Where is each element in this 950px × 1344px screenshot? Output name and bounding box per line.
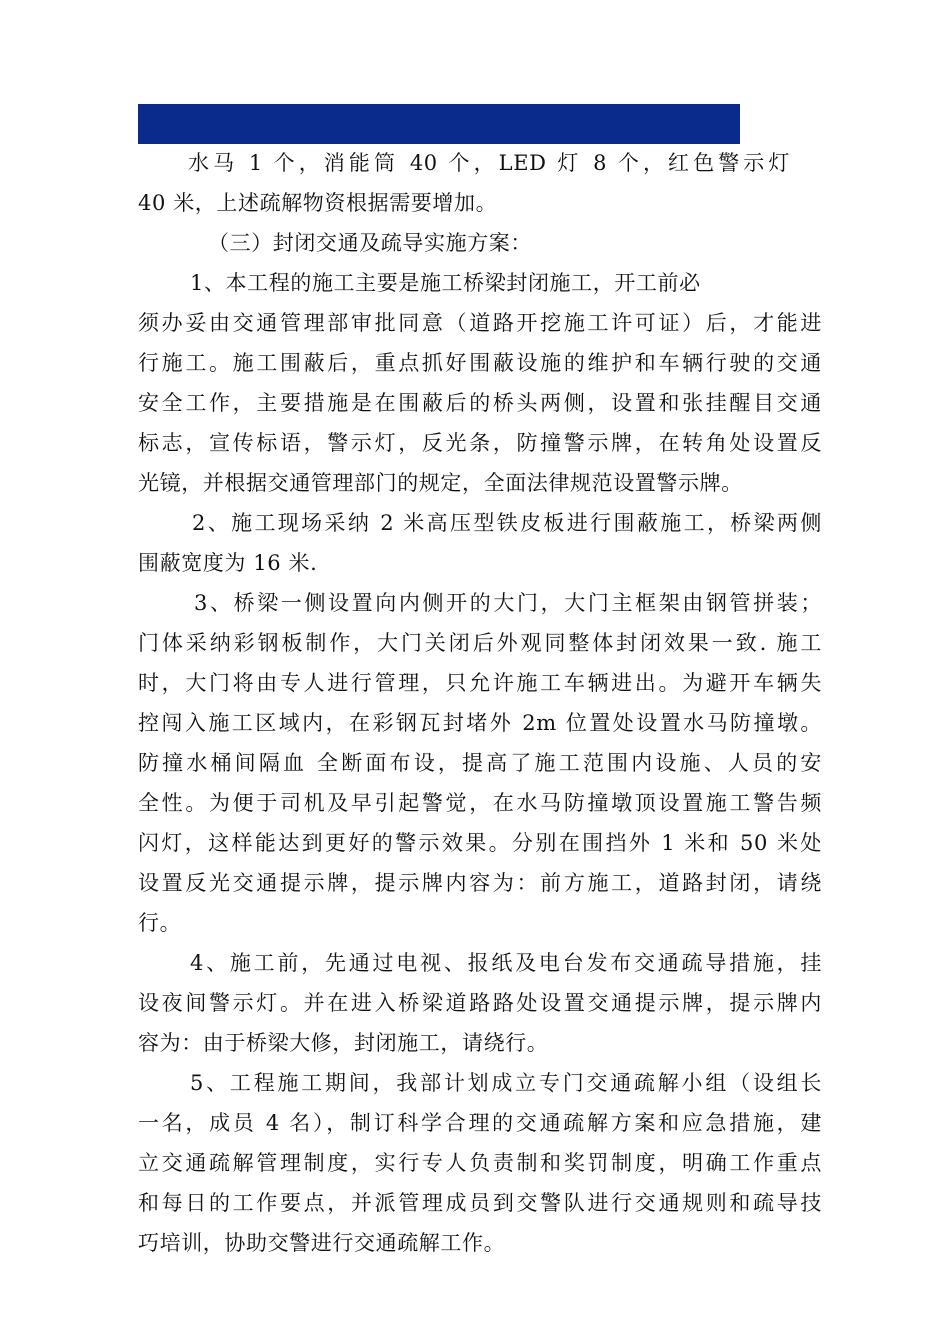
text-line: 光镜，并根据交通管理部门的规定，全面法律规范设置警示牌。 bbox=[138, 471, 743, 495]
text-line: 围蔽宽度为 16 米. bbox=[138, 551, 318, 575]
text-line: 1、本工程的施工主要是施工桥梁封闭施工，开工前必 bbox=[190, 271, 701, 295]
text-line: 一名，成员 4 名），制订科学合理的交通疏解方案和应急措施，建 bbox=[138, 1111, 822, 1135]
text-line: 时，大门将由专人进行管理，只允许施工车辆进出。为避开车辆失 bbox=[138, 671, 822, 695]
text-line: 和每日的工作要点，并派管理成员到交警队进行交通规则和疏导技 bbox=[138, 1191, 822, 1215]
text-line: 须办妥由交通管理部审批同意（道路开挖施工许可证）后，才能进 bbox=[138, 311, 822, 335]
document-body bbox=[138, 143, 822, 1263]
text-line: 容为：由于桥梁大修，封闭施工，请绕行。 bbox=[138, 1031, 549, 1055]
text-line: 40 米，上述疏解物资根据需要增加。 bbox=[138, 191, 498, 215]
text-line: 行施工。施工围蔽后，重点抓好围蔽设施的维护和车辆行驶的交通 bbox=[138, 351, 822, 375]
header-banner bbox=[138, 104, 740, 144]
text-line: 5、工程施工期间，我部计划成立专门交通疏解小组（设组长 bbox=[190, 1071, 822, 1095]
text-line: 闪灯，这样能达到更好的警示效果。分别在围挡外 1 米和 50 米处 bbox=[138, 831, 822, 855]
section-heading: （三）封闭交通及疏导实施方案： bbox=[208, 231, 532, 255]
text-line: 门体采纳彩钢板制作，大门关闭后外观同整体封闭效果一致. 施工 bbox=[138, 631, 822, 655]
text-line: 2、施工现场采纳 2 米高压型铁皮板进行围蔽施工，桥梁两侧 bbox=[192, 511, 822, 535]
text-line: 控闯入施工区域内，在彩钢瓦封堵外 2m 位置处设置水马防撞墩。 bbox=[138, 711, 822, 735]
text-line: 立交通疏解管理制度，实行专人负责制和奖罚制度，明确工作重点 bbox=[138, 1151, 822, 1175]
text-line: 设夜间警示灯。并在进入桥梁道路路处设置交通提示牌，提示牌内 bbox=[138, 991, 822, 1015]
text-line: 标志，宣传标语，警示灯，反光条，防撞警示牌，在转角处设置反 bbox=[138, 431, 822, 455]
text-line: 防撞水桶间隔血 全断面布设，提高了施工范围内设施、人员的安 bbox=[138, 751, 822, 775]
text-line: 行。 bbox=[138, 911, 182, 935]
text-line: 水马 1 个，消能筒 40 个，LED 灯 8 个，红色警示灯 bbox=[188, 151, 790, 175]
text-line: 全性。为便于司机及早引起警觉，在水马防撞墩顶设置施工警告频 bbox=[138, 791, 822, 815]
text-line: 3、桥梁一侧设置向内侧开的大门，大门主框架由钢管拼装； bbox=[194, 591, 822, 615]
text-line: 安全工作，主要措施是在围蔽后的桥头两侧，设置和张挂醒目交通 bbox=[138, 391, 822, 415]
text-line: 巧培训，协助交警进行交通疏解工作。 bbox=[138, 1231, 506, 1255]
text-line: 4、施工前，先通过电视、报纸及电台发布交通疏导措施，挂 bbox=[190, 951, 822, 975]
text-line: 设置反光交通提示牌，提示牌内容为：前方施工，道路封闭，请绕 bbox=[138, 871, 822, 895]
